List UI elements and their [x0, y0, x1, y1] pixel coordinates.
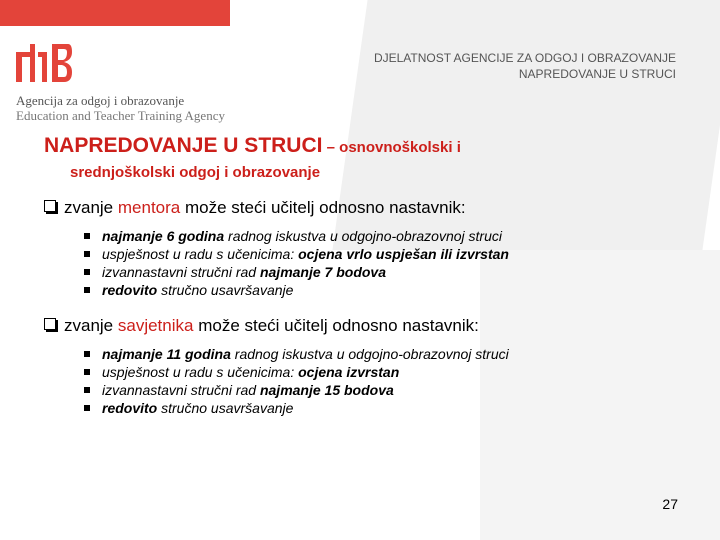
header-line-2: NAPREDOVANJE U STRUCI — [518, 67, 676, 81]
agency-name-hr: Agencija za odgoj i obrazovanje — [16, 93, 185, 108]
agency-logo-icon — [16, 42, 72, 82]
slide-header — [374, 50, 676, 82]
background-block-2 — [480, 250, 720, 540]
list-item — [84, 363, 509, 381]
page-number: 27 — [662, 496, 678, 512]
item-text-bold: najmanje 7 bodova — [259, 264, 387, 280]
item-text-bold: ocjena izvrstan — [298, 364, 400, 380]
agency-name-en: Education and Teacher Training Agency — [16, 108, 225, 123]
top-red-bar — [0, 0, 230, 26]
section-highlight: savjetnika — [117, 316, 194, 335]
item-text-bold: redovito — [102, 400, 158, 416]
item-text-bold: najmanje 15 bodova — [259, 382, 394, 398]
item-text: radnog iskustva u odgojno-obrazovnoj struci — [224, 228, 502, 244]
agency-name — [16, 93, 225, 123]
section-pre: zvanje — [64, 198, 118, 217]
item-text: izvannastavni stručni rad — [102, 382, 260, 398]
item-text: stručno usavršavanje — [157, 400, 294, 416]
item-text: izvannastavni stručni rad — [102, 264, 260, 280]
item-text-bold: redovito — [102, 282, 158, 298]
list-item — [84, 345, 509, 363]
item-text-bold: najmanje 11 godina — [102, 346, 231, 362]
checkbox-bullet-icon — [44, 200, 56, 212]
list-item — [84, 281, 509, 299]
savjetnik-requirements-list — [84, 345, 509, 417]
section-highlight: mentora — [117, 198, 181, 217]
slide-title-line2: srednjoškolski odgoj i obrazovanje — [70, 164, 321, 181]
item-text: uspješnost u radu s učenicima: — [102, 364, 299, 380]
list-item — [84, 263, 509, 281]
slide-title — [44, 134, 461, 158]
item-text: uspješnost u radu s učenicima: — [102, 246, 299, 262]
section-heading-mentor — [44, 198, 466, 218]
section-post: može steći učitelj odnosno nastavnik: — [180, 198, 466, 217]
item-text-bold: ocjena vrlo uspješan ili izvrstan — [298, 246, 509, 262]
list-item — [84, 399, 509, 417]
section-post: može steći učitelj odnosno nastavnik: — [193, 316, 479, 335]
section-pre: zvanje — [64, 316, 118, 335]
slide-title-sub: – osnovnoškolski i — [322, 139, 461, 156]
mentor-requirements-list — [84, 227, 509, 299]
section-heading-savjetnik — [44, 316, 479, 336]
slide-title-main: NAPREDOVANJE U STRUCI — [44, 134, 323, 157]
item-text: stručno usavršavanje — [157, 282, 294, 298]
item-text-bold: najmanje 6 godina — [102, 228, 225, 244]
list-item — [84, 381, 509, 399]
checkbox-bullet-icon — [44, 318, 56, 330]
list-item — [84, 245, 509, 263]
list-item — [84, 227, 509, 245]
header-line-1: DJELATNOST AGENCIJE ZA ODGOJ I OBRAZOVANJE — [373, 51, 676, 65]
item-text: radnog iskustva u odgojno-obrazovnoj struci — [230, 346, 509, 362]
